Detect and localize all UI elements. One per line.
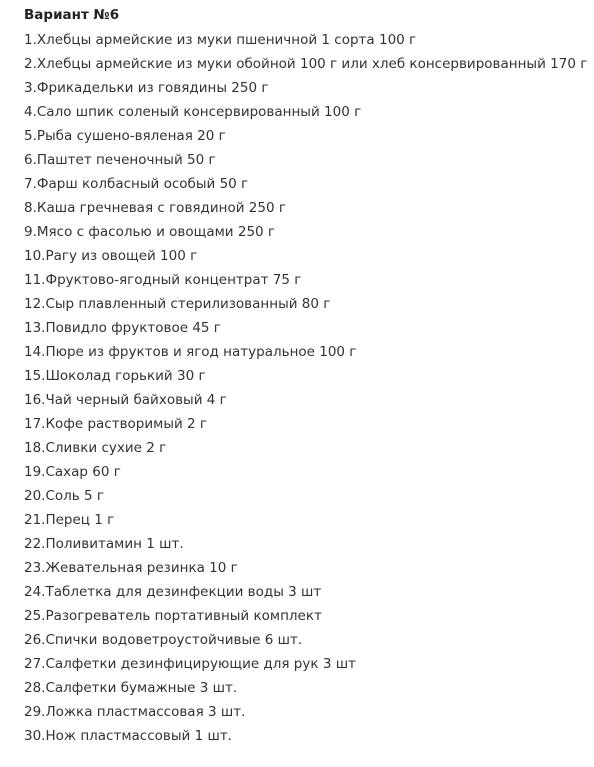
list-item: 21.Перец 1 г: [24, 512, 115, 528]
list-item: 11.Фруктово-ягодный концентрат 75 г: [24, 272, 302, 288]
document: [24, 6, 590, 748]
list-item: 18.Сливки сухие 2 г: [24, 440, 167, 456]
list-item: 20.Соль 5 г: [24, 488, 105, 504]
list-item: 16.Чай черный байховый 4 г: [24, 392, 227, 408]
list-item: 3.Фрикадельки из говядины 250 г: [24, 80, 269, 96]
list-item: 8.Каша гречневая с говядиной 250 г: [24, 200, 286, 216]
list-item: 6.Паштет печеночный 50 г: [24, 152, 216, 168]
list-item: 14.Пюре из фруктов и ягод натуральное 100 г: [24, 344, 357, 360]
list-item: 27.Салфетки дезинфицирующие для рук 3 шт: [24, 656, 356, 672]
list-item: 5.Рыба сушено-вяленая 20 г: [24, 128, 226, 144]
list-item: 2.Хлебцы армейские из муки обойной 100 г или хлеб консервированный 170 г: [24, 56, 588, 72]
list-item: 17.Кофе растворимый 2 г: [24, 416, 208, 432]
ration-list: [24, 28, 590, 748]
list-item: 25.Разогреватель портативный комплект: [24, 608, 322, 624]
variant-title: Вариант №6: [24, 7, 120, 23]
list-item: 4.Сало шпик соленый консервированный 100 г: [24, 104, 362, 120]
list-item: 24.Таблетка для дезинфекции воды 3 шт: [24, 584, 322, 600]
list-item: 29.Ложка пластмассовая 3 шт.: [24, 704, 246, 720]
list-item: 22.Поливитамин 1 шт.: [24, 536, 184, 552]
list-item: 1.Хлебцы армейские из муки пшеничной 1 сорта 100 г: [24, 32, 417, 48]
list-item: 7.Фарш колбасный особый 50 г: [24, 176, 249, 192]
list-item: 30.Нож пластмассовый 1 шт.: [24, 728, 232, 744]
list-item: 10.Рагу из овощей 100 г: [24, 248, 198, 264]
list-item: 28.Салфетки бумажные 3 шт.: [24, 680, 238, 696]
list-item: 12.Сыр плавленный стерилизованный 80 г: [24, 296, 331, 312]
list-item: 23.Жевательная резинка 10 г: [24, 560, 238, 576]
list-item: 13.Повидло фруктовое 45 г: [24, 320, 221, 336]
list-item: 15.Шоколад горький 30 г: [24, 368, 206, 384]
list-item: 26.Спички водоветроустойчивые 6 шт.: [24, 632, 303, 648]
list-item: 19.Сахар 60 г: [24, 464, 121, 480]
list-item: 9.Мясо с фасолью и овощами 250 г: [24, 224, 276, 240]
